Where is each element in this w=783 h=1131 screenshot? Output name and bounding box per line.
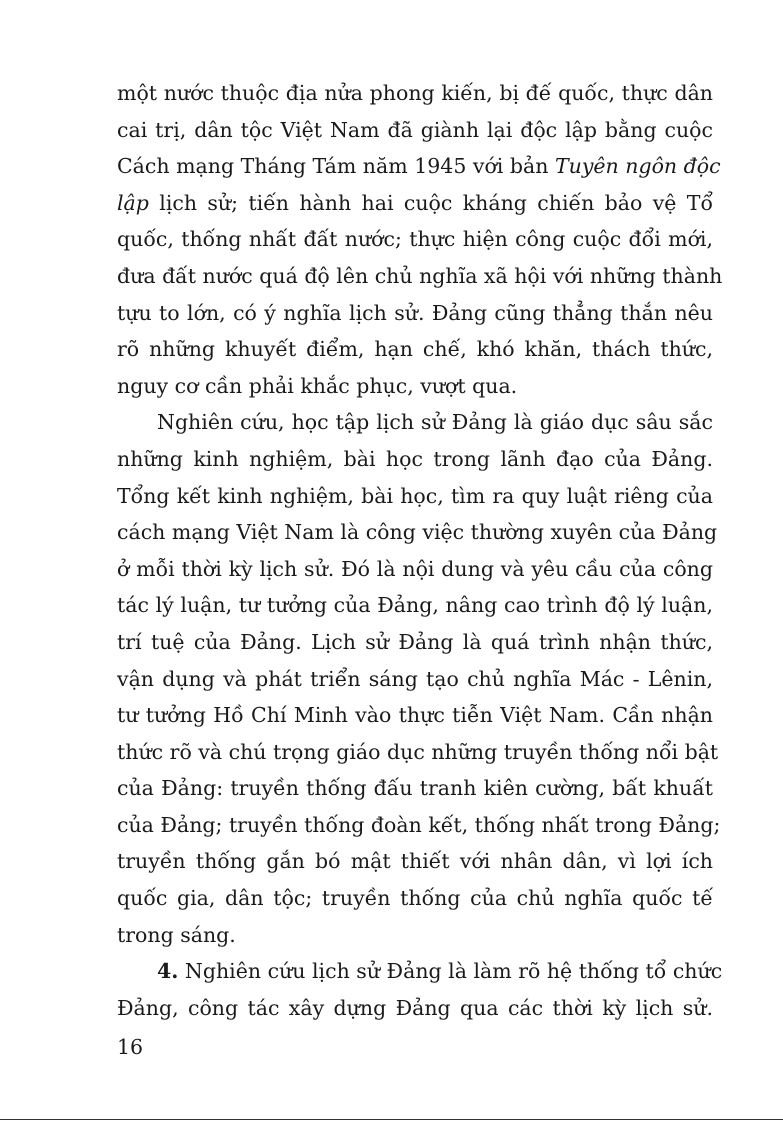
italic-title: Tuyên ngôn độc [554, 154, 721, 179]
text-line: Đảng, công tác xây dựng Đảng qua các thời kỳ lịch sử. [117, 995, 713, 1020]
paragraph-2 [117, 404, 721, 953]
text-line: Nghiên cứu, học tập lịch sử Đảng là giáo dục sâu sắc [157, 410, 713, 435]
body-text [117, 75, 723, 1026]
text-line: trí tuệ của Đảng. Lịch sử Đảng là quá trình nhận thức, [117, 629, 713, 654]
page-number: 16 [117, 1035, 144, 1059]
text-line: đưa đất nước quá độ lên chủ nghĩa xã hội với những thành [117, 263, 723, 288]
text-line: của Đảng: truyền thống đấu tranh kiên cường, bất khuất [117, 776, 713, 801]
text-line: cách mạng Việt Nam là công việc thường xuyên của Đảng [117, 520, 718, 545]
section-number: 4. [157, 959, 179, 984]
text-line: cai trị, dân tộc Việt Nam đã giành lại độc lập bằng cuộc [117, 117, 713, 142]
text-line: nguy cơ cần phải khắc phục, vượt qua. [117, 373, 518, 398]
text-line: ở mỗi thời kỳ lịch sử. Đó là nội dung và yêu cầu của công [117, 556, 713, 581]
text-line: rõ những khuyết điểm, hạn chế, khó khăn, thách thức, [117, 337, 713, 362]
paragraph-1 [117, 75, 723, 404]
page-bottom-edge [0, 1119, 783, 1120]
text-line: những kinh nghiệm, bài học trong lãnh đạo của Đảng. [117, 446, 713, 471]
text-line: vận dụng và phát triển sáng tạo chủ nghĩa Mác - Lênin, [117, 666, 713, 691]
text-line: của Đảng; truyền thống đoàn kết, thống nhất trong Đảng; [117, 812, 721, 837]
text-line: một nước thuộc địa nửa phong kiến, bị đế quốc, thực dân [117, 81, 713, 105]
text-line: quốc gia, dân tộc; truyền thống của chủ nghĩa quốc tế [117, 886, 713, 911]
text-line: thức rõ và chú trọng giáo dục những truyền thống nổi bật [117, 739, 719, 764]
text-segment: lịch sử; tiến hành hai cuộc kháng chiến bảo vệ Tổ [159, 190, 713, 215]
text-line [117, 148, 721, 185]
text-line: Tổng kết kinh nghiệm, bài học, tìm ra quy luật riêng của [117, 483, 713, 508]
text-segment: Cách mạng Tháng Tám năm 1945 với bản [117, 154, 555, 179]
text-line [117, 185, 713, 222]
text-line: tác lý luận, tư tưởng của Đảng, nâng cao trình độ lý luận, [117, 593, 713, 618]
text-line: tựu to lớn, có ý nghĩa lịch sử. Đảng cũng thẳng thắn nêu [117, 300, 713, 325]
text-line [117, 953, 723, 990]
text-line: quốc, thống nhất đất nước; thực hiện công cuộc đổi mới, [117, 227, 713, 252]
text-segment: Nghiên cứu lịch sử Đảng là làm rõ hệ thống tổ chức [178, 959, 723, 984]
text-line: truyền thống gắn bó mật thiết với nhân dân, vì lợi ích [117, 849, 713, 874]
text-line: trong sáng. [117, 922, 236, 947]
italic-title-end: lập [117, 190, 149, 215]
paragraph-3 [117, 953, 723, 1026]
text-line: tư tưởng Hồ Chí Minh vào thực tiễn Việt Nam. Cần nhận [117, 703, 713, 728]
